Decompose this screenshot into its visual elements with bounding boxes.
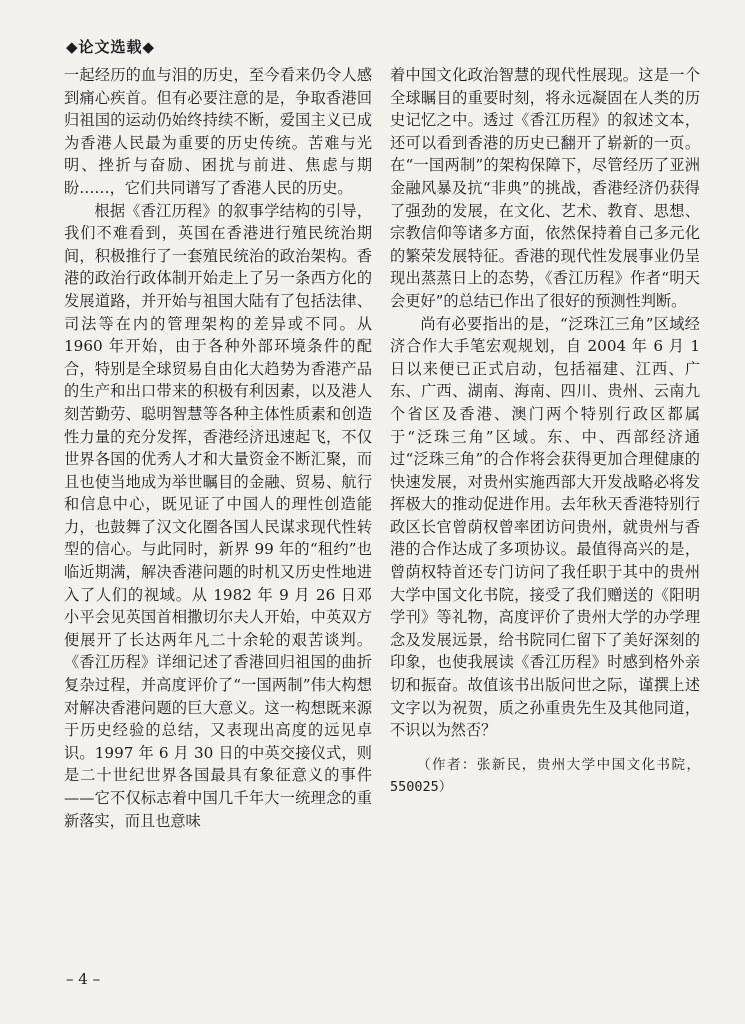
paragraph: 着中国文化政治智慧的现代性展现。这是一个全球瞩目的重要时刻，将永远凝固在人类的历史记忆之中。透过《香江历程》的叙述文本，还可以看到香港的历史已翻开了崭新的一页。在“一国两制”的架构保障下，尽管经历了亚洲金融风暴及抗“非典”的挑战，香港经济仍获得了强劲的发展，在文化、艺术、教育、思想、宗教信仰等诸多方面，依然保持着自己多元化的繁荣发展特征。香港的现代性发展事业仍呈现出蒸蒸日上的态势，《香江历程》作者“明天会更好”的总结已作出了很好的预测性判断。 [390, 66, 700, 310]
page-number: – 4 – [66, 970, 101, 988]
left-column [64, 64, 372, 832]
paragraph: 尚有必要指出的是，“泛珠江三角”区域经济合作大手笔宏观规划，自 2004 年 6 月 1 日以来便已正式启动，包括福建、江西、广东、广西、湖南、海南、四川、贵州、云南九个省区及香港、澳门两个特别行政区都属于“泛珠三角”区域。东、中、西部经济通过“泛珠三角”的合作将会获得更加合理健康的快速发展，对贵州实施西部大开发战略必将发挥极大的推动促进作用。去年秋天香港特别行政区长官曾荫权曾率团访问贵州，就贵州与香港的合作达成了多项协议。最值得高兴的是，曾荫权特首还专门访问了我任职于其中的贵州大学中国文化书院，接受了我们赠送的《阳明学刊》等礼物，高度评价了贵州大学的办学理念及发展远景，给书院同仁留下了美好深刻的印象，也使我展读《香江历程》时感到格外亲切和振奋。故值该书出版问世之际，谨撰上述文字以为祝贺，质之孙重贵先生及其他同道，不识以为然否？ [390, 314, 700, 740]
paragraph: 一起经历的血与泪的历史，至今看来仍令人感到痛心疾首。但有必要注意的是，争取香港回归祖国的运动仍始终持续不断，爱国主义已成为香港人民最为重要的历史传统。苦难与光明、挫折与奋励、困扰与前进、焦虑与期盼……，它们共同谱写了香港人民的历史。 [64, 66, 372, 197]
author-note: （作者：张新民，贵州大学中国文化书院，550025） [390, 756, 700, 795]
section-header: ◆论文选载◆ [66, 38, 156, 56]
right-column [390, 64, 700, 798]
paragraph: 根据《香江历程》的叙事学结构的引导，我们不难看到，英国在香港进行殖民统治期间，积极推行了一套殖民统治的政治架构。香港的政治行政体制开始走上了另一条西方化的发展道路，并开始与祖国大陆有了包括法律、司法等在内的管理架构的差异或不同。从 1960 年开始，由于各种外部环境条件的配合，特别是全球贸易自由化大趋势为香港产品的生产和出口带来的积极有利因素，以及港人刻苦勤劳、聪明智慧等各种主体性质素和创造性力量的充分发挥，香港经济迅速起飞，不仅世界各国的优秀人才和大量资金不断汇聚，而且也使当地成为举世瞩目的金融、贸易、航行和信息中心，既见证了中国人的理性创造能力，也鼓舞了汉文化圈各国人民谋求现代性转型的信心。与此同时，新界 99 年的“租约”也临近期满，解决香港问题的时机又历史性地进入了人们的视域。从 1982 年 9 月 26 日邓小平会见英国首相撒切尔夫人开始，中英双方便展开了长达两年凡二十余轮的艰苦谈判。《香江历程》详细记述了香港回归祖国的曲折复杂过程，并高度评价了“一国两制”伟大构想对解决香港问题的巨大意义。这一构想既来源于历史经验的总结，又表现出高度的远见卓识。1997 年 6 月 30 日的中英交接仪式，则是二十世纪世界各国最具有象征意义的事件——它不仅标志着中国几千年大一统理念的重新落实，而且也意味 [64, 201, 372, 830]
